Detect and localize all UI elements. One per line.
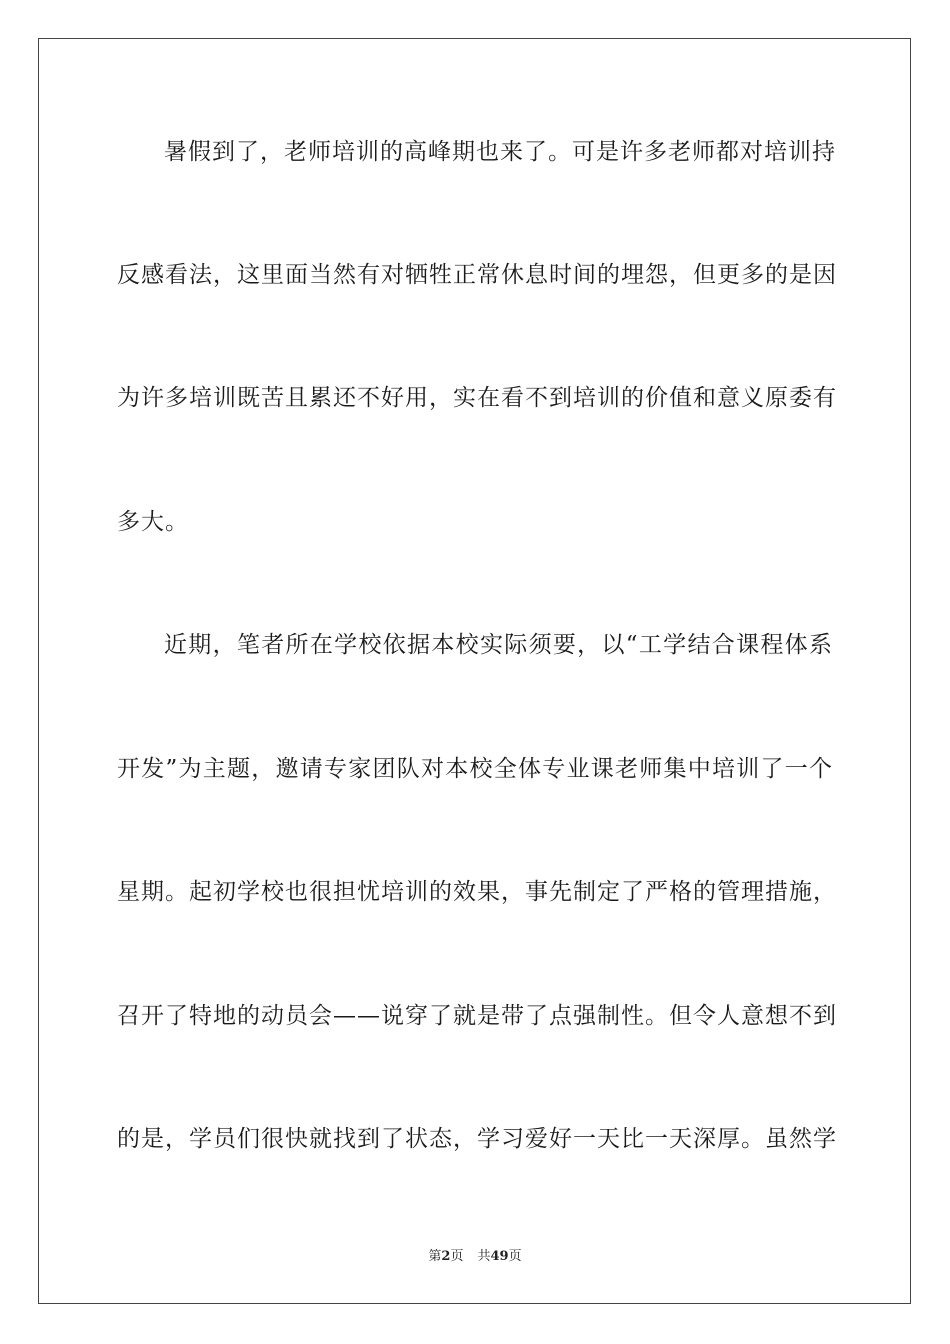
footer-page-number: 2 <box>441 1249 451 1264</box>
footer-total-prefix: 共 <box>477 1249 491 1264</box>
text-line: 开发”为主题，邀请专家团队对本校全体专业课老师集中培训了一个 <box>117 756 833 782</box>
footer-page-prefix: 第 <box>428 1249 442 1264</box>
footer-total-pages: 49 <box>490 1249 509 1264</box>
text-line: 的是，学员们很快就找到了状态，学习爱好一天比一天深厚。虽然学 <box>117 1126 837 1152</box>
text-line: 近期，笔者所在学校依据本校实际须要，以“工学结合课程体系 <box>164 632 833 658</box>
text-line: 召开了特地的动员会——说穿了就是带了点强制性。但令人意想不到 <box>117 1003 837 1029</box>
text-line: 为许多培训既苦且累还不好用，实在看不到培训的价值和意义原委有 <box>117 385 837 411</box>
text-line: 暑假到了，老师培训的高峰期也来了。可是许多老师都对培训持 <box>164 139 836 165</box>
text-line: 反感看法，这里面当然有对牺牲正常休息时间的埋怨，但更多的是因 <box>117 262 837 288</box>
footer-page-suffix: 页 <box>450 1249 464 1264</box>
footer-total-suffix: 页 <box>508 1249 522 1264</box>
text-line: 多大。 <box>117 509 189 535</box>
text-line: 星期。起初学校也很担忧培训的效果，事先制定了严格的管理措施， <box>117 879 837 905</box>
page-frame <box>38 38 911 1304</box>
page-footer <box>0 1248 950 1266</box>
